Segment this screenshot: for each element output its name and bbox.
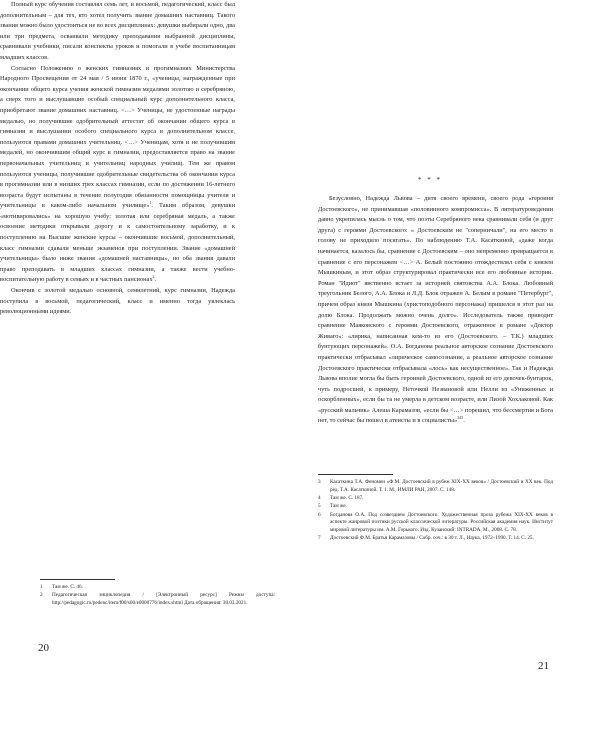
footnote-marker-3: 3 [457, 415, 460, 421]
footnote-divider [318, 474, 393, 475]
right-body [318, 194, 553, 427]
footnote-marker-4: 4 [459, 415, 462, 421]
footnote [318, 495, 553, 503]
footnote-marker-1: 1 [149, 200, 152, 206]
footnote-text: Там же. С. 187. [330, 494, 364, 501]
footnote [318, 535, 553, 543]
footnote-number: 6 [318, 511, 321, 518]
footnote-number: 4 [318, 494, 321, 501]
footnote-number: 3 [318, 479, 321, 485]
left-body [0, 0, 235, 318]
footnote-divider [40, 579, 115, 580]
footnote-marker-2: 2 [152, 274, 155, 280]
left-footnotes [40, 579, 275, 608]
footnote [40, 584, 275, 592]
right-paragraph-1: Безусловно, Надежда Львова – дитя своего времени, своего рода «героиня Достоевского», не принимавшая «половинного компромисса». В литературоведении давно укрепилась мысль о том, что поэты Серебряного века сравнивали себя (и друг друга) с героями Достоевского: « Достоевским не "соперничали", на его место в голову не приходило посягать». По наблюдению Т.А. Касаткиной, «даже когда начинается, казалось бы, сравнение с Достоевским – оно непременно превращается в сравнение с его персонажем <…> А. Белый постоянно отождествлял себя с князем Мышкиным, и этот образ структурировал практически все его любовные истории. Роман "Идиот" явственно встает за историей святовства А.А. Блока. Любовный треугольник Белого, А.А. Блока и Л.Д. Блок отражен А. Белым в романе "Петербург", причем образ князя Мышкина (христоподобного персонажа) пришелся в этот раз на долю Блока. Продолжать можно очень долго». Исследователь также приводит сравнение Маяковского с героями Достоевского, отраженное в романе «Доктор Живаго»: «лирика, написанная кем-то из его (Достоевского. – Т.К.) младших бунтующих персонажей». О.А. Богданова реальное авторское сознание Достоевского практически отбрасывал «лирическое самосознание, а реальное авторское сознание Достоевского практически отбрасывала «лось» как несущественное». Так и Надежда Львова вполне могла бы быть героиней Достоевского, одной из его девочек-бунтарок, чуть подросшей, к примеру, Неточкой Незвановой или Нелли из «Униженных и оскорбленных», если бы та не умерла в детском возрасте, или Лизой Хохлаковой. Как «русский мальчик» Алеша Карамазов, «если бы <…> порешил, что бессмертия и Бога нет, то сейчас бы пошел в атеисты и в социалисты»$^{345}$. [318, 195, 553, 425]
left-paragraph-4: Окончив с золотой медалью основной, семилетний, курс гимназии, Надежда поступила в восьмой, педагогический, класс и именно тогда увлеклась революционными идеями. [0, 287, 235, 316]
left-paragraph-2: Согласно Положению о женских гимназиях и прогимназиях Министерства Народного Просвещения от 24 мая / 5 июня 1870 г., «ученицы, награжденные при окончании общего курса учения женской гимназии медалями золотою и серебряною, а сверх того и выслушавшие особый специальный курс дополнительного класса, приобретают звание домашних наставниц. <…> Ученицы, не удостоенные награды медалью, но получившие одобрительный аттестат об окончании общего курса в гимназии и выслушании особого специального курса в дополнительном классе, пользуются правами домашних учительниц. <…> Ученицам, хотя и не получившим медалей, но окончившим общий курс в гимназии, предоставляется право на звание первоначальных учительниц и учительниц народных училищ. Тем же правом пользуются ученицы, получившие одобрительные свидетельства об окончании курса в прогимназии или в низших трех классах гимназии, если по достижении 16-летнего возраста будут испытаны в течение полугодия обязанности помощницы учителя и учительницы в каком-либо начальном училище»$^1$. Таким образом, девушки «мотивировались» на хорошую учебу: золотая или серебряная медаль, а также освоение методики открывали дорогу и к самостоятельному заработку, и к поступлению на Высшие женские курсы – окончившие восьмой, дополнительный, класс гимназии сдавали меньше экзаменов при поступлении. Звание «домашней учительницы» было ниже звания «домашней наставницы», но оба звания давали право преподавать в младших классах гимназии, а также вести учебно-воспитательную работу в семьях и в частных пансионах$^2$. [0, 64, 236, 284]
footnote-text: Там же. [330, 503, 348, 510]
footnote-text: Достоевский Ф.М. Братья Карамазовы / Собр. соч.: в 30 т. Л., Наука, 1972–1990. Т. 14. С. 25. [330, 535, 534, 542]
footnote-text: Там же. С. 46. [52, 584, 83, 590]
footnote-marker-5: 5 [461, 415, 464, 421]
footnote [318, 512, 553, 535]
footnote-text: Педагогическая энциклопедия / [Электронный ресурс] Режим доступа: http://pedagogic.ru/pedenc/item/f00/s00/e0000776/index.shtml Дата обращения: 30.03.2021. [52, 592, 275, 606]
section-separator: * * * [418, 176, 442, 184]
footnote-number: 2 [40, 592, 43, 599]
footnote-number: 7 [318, 535, 321, 542]
footnote [318, 479, 553, 494]
page-number-right: 21 [538, 660, 549, 672]
footnote [40, 592, 275, 607]
right-footnotes [318, 474, 553, 544]
left-paragraph-1: Полный курс обучения составлял семь лет, и восьмой, педагогический, класс был дополнительным – для тех, кто хотел получить звание домашних наставниц. Такого звания можно было удостоиться не во всех дисциплинах: девушки выбирали одно, два или три предмета, осваивали методику преподавания выбранной дисциплины, сравнивали учебники, писали конспекты уроков и помогали в учебе воспитанницам младших классов. [0, 1, 235, 61]
right-paragraph-1-text: Безусловно, Надежда Львова – дитя своего времени, своего рода «героиня Достоевского», не принимавшая «половинного компромисса». В литературоведении давно укрепилась мысль о том, что поэты Серебряного века сравнивали себя (и друг друга) с героями Достоевского: « Достоевским не "соперничали", на его место в голову не приходило посягать». По наблюдению Т.А. Касаткиной, «даже когда начинается, казалось бы, сравнение с Достоевским – оно непременно превращается в сравнение с его персонажем <…> А. Белый постоянно отождествлял себя с князем Мышкиным, и этот образ структурировал практически все его любовные истории. Роман "Идиот" явственно встает за историей святовства А.А. Блока. Любовный треугольник Белого, А.А. Блока и Л.Д. Блок отражен А. Белым в романе "Петербург", причем образ князя Мышкина (христоподобного персонажа) пришелся в этот раз на долю Блока. Продолжать можно очень долго». Исследователь также приводит сравнение Маяковского с героями Достоевского, отраженное в романе «Доктор Живаго»: «лирика, написанная кем-то из его (Достоевского. – Т.К.) младших бунтующих персонажей». О.А. Богданова реальное авторское сознание Достоевского практически отбрасывал «лирическое самосознание, а реальное авторское сознание Достоевского практически отбрасывала «лось» как несущественное». Так и Надежда Львова вполне могла бы быть героиней Достоевского, одной из его девочек-бунтарок, чуть подросшей, к примеру, Неточкой Незвановой или Нелли из «Униженных и оскорбленных», если бы та не умерла в детском возрасте, или Лизой Хохлаковой. Как «русский мальчик» Алеша Карамазов, «если бы <…> порешил, что бессмертия и Бога нет, то сейчас бы пошел в атеисты и в социалисты» [318, 195, 553, 425]
footnote-text: Касаткина Т.А. Феномен «Ф.М. Достоевский в рубеж XIX-XX веков» / Достоевский и XX век. Под ред. Т.А. Касаткиной. Т. 1. М., ИМЛИ РАН, 2007. С. 148. [330, 479, 553, 493]
footnote-text: Богданова О.А. Под созвездием Достоевского. Художественная проза рубежа XIX-XX веков в аспекте жанровой поэтики русской классической литературы. Российская академия наук. Институт мировой литературы им. А.М. Горького. Изд. Кузанский: INTRADA, М., 2008. С. 78. [330, 511, 553, 533]
footnote [318, 503, 553, 511]
page-number-left: 20 [38, 642, 49, 654]
footnote-number: 1 [40, 584, 43, 590]
left-paragraph-3-text: Таким образом, девушки «мотивировались» на хорошую учебу: золотая или серебряная медаль, а также освоение методики открывали дорогу и к самостоятельному заработку, и к поступлению на Высшие женские курсы – окончившие восьмой, дополнительный, класс гимназии сдавали меньше экзаменов при поступлении. Звание «домашней учительницы» было ниже звания «домашней наставницы», но оба звания давали право преподавать в младших классах гимназии, а также вести учебно-воспитательную работу в семьях и в частных пансионах [0, 202, 236, 284]
footnote-number: 5 [318, 503, 321, 510]
left-paragraph-2-text: Согласно Положению о женских гимназиях и прогимназиях Министерства Народного Просвещения от 24 мая / 5 июня 1870 г., «ученицы, награжденные при окончании общего курса учения женской гимназии медалями золотою и серебряною, а сверх того и выслушавшие особый специальный курс дополнительного класса, приобретают звание домашних наставниц. <…> Ученицы, не удостоенные награды медалью, но получившие одобрительный аттестат об окончании общего курса в гимназии и выслушании особого специального курса в дополнительном классе, пользуются правами домашних учительниц. <…> Ученицам, хотя и не получившим медалей, но окончившим общий курс в гимназии, предоставляется право на звание первоначальных учительниц и учительниц народных училищ. Тем же правом пользуются ученицы, получившие одобрительные свидетельства об окончании курса в прогимназии или в низших трех классах гимназии, если по достижении 16-летнего возраста будут испытаны в течение полугодия обязанности помощницы учителя и учительницы в каком-либо начальном училище» [0, 64, 235, 210]
